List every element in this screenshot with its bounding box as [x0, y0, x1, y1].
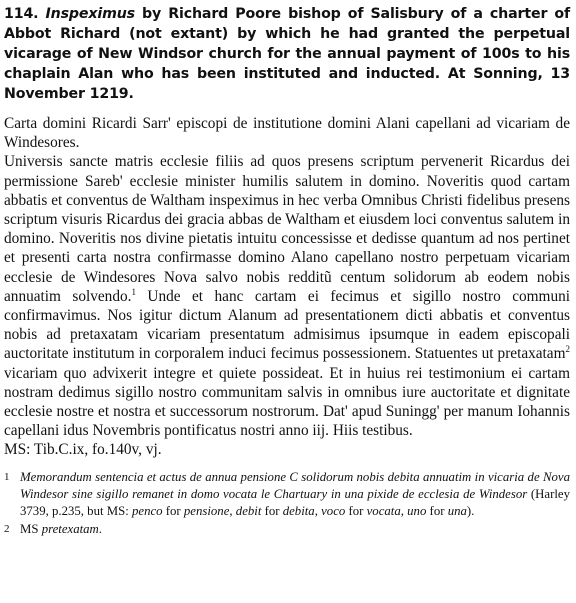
footnote-2-end: . — [98, 521, 102, 536]
footnote-ref-1[interactable]: 1 — [131, 286, 136, 297]
charter-number: 114. — [4, 6, 39, 22]
footnote-1-plain-3: , — [229, 504, 236, 519]
charter-text-part-1: Universis sancte matris ecclesie filiis ad quos presens scriptum pervenerit Ricardus dei permissione Sareb' ecclesie minister humilis salutem in domino. Noveritis quod cartam abbatis et conventus de Waltham inspeximus in hec verba Omnibus Christi fidelibus presens scriptum visuris Ricardus dei gracia abbas de Waltham et eiusdem loci conventus salutem in domino. Noveritis nos divine pietatis intuitu concessisse et dedisse quantum ad nos pertinet et presenti carta nostra confirmasse domino Alano capellano nostro perpetuam vicariam ecclesie de Windesores Nova salvo nobis redditũ centum solidorum ab eodem nobis annuatim solvendo. — [4, 153, 570, 305]
footnote-2-plain: MS — [20, 521, 42, 536]
heading-summary: by Richard Poore bishop of Salisbury of a charter of Abbot Richard (not extant) by which he had granted the perpetual vicarage of New Windsor church for the annual payment of 100s to his chaplain Alan who has been instituted and inducted. At Sonning, 13 November 1219. — [4, 6, 570, 102]
charter-text — [4, 152, 570, 440]
footnote-1-plain-7: , — [400, 504, 408, 519]
footnote-1-italic-5: debita — [282, 504, 315, 519]
footnote-1-italic-4: debit — [235, 504, 262, 519]
footnote-1-mark: 1 — [4, 470, 10, 483]
footnote-1-italic-9: una — [447, 504, 467, 519]
footnote-2 — [4, 521, 570, 538]
document-page — [4, 4, 570, 538]
charter-heading — [4, 4, 570, 104]
footnote-1-plain-9: ). — [466, 504, 475, 519]
charter-text-part-2: Unde et hanc cartam ei fecimus et sigillo nostro communi confirmavimus. Nos igitur dictum Alanum ad presentationem dicti abbatis et conventus nobis ad pretaxatam vicariam presentatum admisimus ipsumque in eadem episcopali auctoritate institutum in corporalem induci fecimus possessionem. Statuentes ut pretaxatam — [4, 287, 570, 363]
inspeximus-term: Inspeximus — [45, 6, 135, 22]
footnote-1-plain-1: (Harley 3739, p.235, but MS: — [20, 487, 571, 519]
footnote-1-plain-4: for — [261, 504, 283, 519]
footnote-1-plain-6: for — [345, 504, 367, 519]
footnote-2-mark: 2 — [4, 522, 10, 535]
footnote-1-italic-2: penco — [132, 504, 163, 519]
footnote-1-plain-5: , — [314, 504, 322, 519]
footnote-1-italic-3: pensione — [183, 504, 230, 519]
footnote-2-italic: pretexatam — [41, 521, 99, 536]
footnote-1-plain-2: for — [162, 504, 184, 519]
manuscript-reference: MS: Tib.C.ix, fo.140v, vj. — [4, 441, 162, 459]
footnote-1-plain-8: for — [426, 504, 448, 519]
footnote-1-italic-8: uno — [407, 504, 427, 519]
footnote-1-italic-1: Memorandum sentencia et actus de annua pensione C solidorum nobis debita annuatim in vicaria de Nova Windesor sine sigillo remanet in domo vocata le Chartuary in una pixide de ecclesia de Windesor — [20, 469, 570, 502]
footnote-1-italic-6: voco — [321, 504, 346, 519]
charter-text-part-3: vicariam quo advixerit integre et quiete possideat. Et in huius rei testimonium ei cartam nostram dedimus sigillo nostro communitam salvis in omnibus iure auctoritate et dignitate ecclesie nostre et nostra et successorum nostrorum. Dat' apud Suningg' per manum Iohannis capellani idus Novembris pontificatus nostri anno iij. Hiis testibus. — [4, 364, 570, 440]
footnote-1 — [4, 469, 570, 521]
footnote-1-italic-7: vocata — [366, 504, 401, 519]
charter-rubric: Carta domini Ricardi Sarr' episcopi de institutione domini Alani capellani ad vicariam de Windesores. — [4, 115, 570, 152]
footnote-ref-2[interactable]: 2 — [565, 344, 570, 355]
